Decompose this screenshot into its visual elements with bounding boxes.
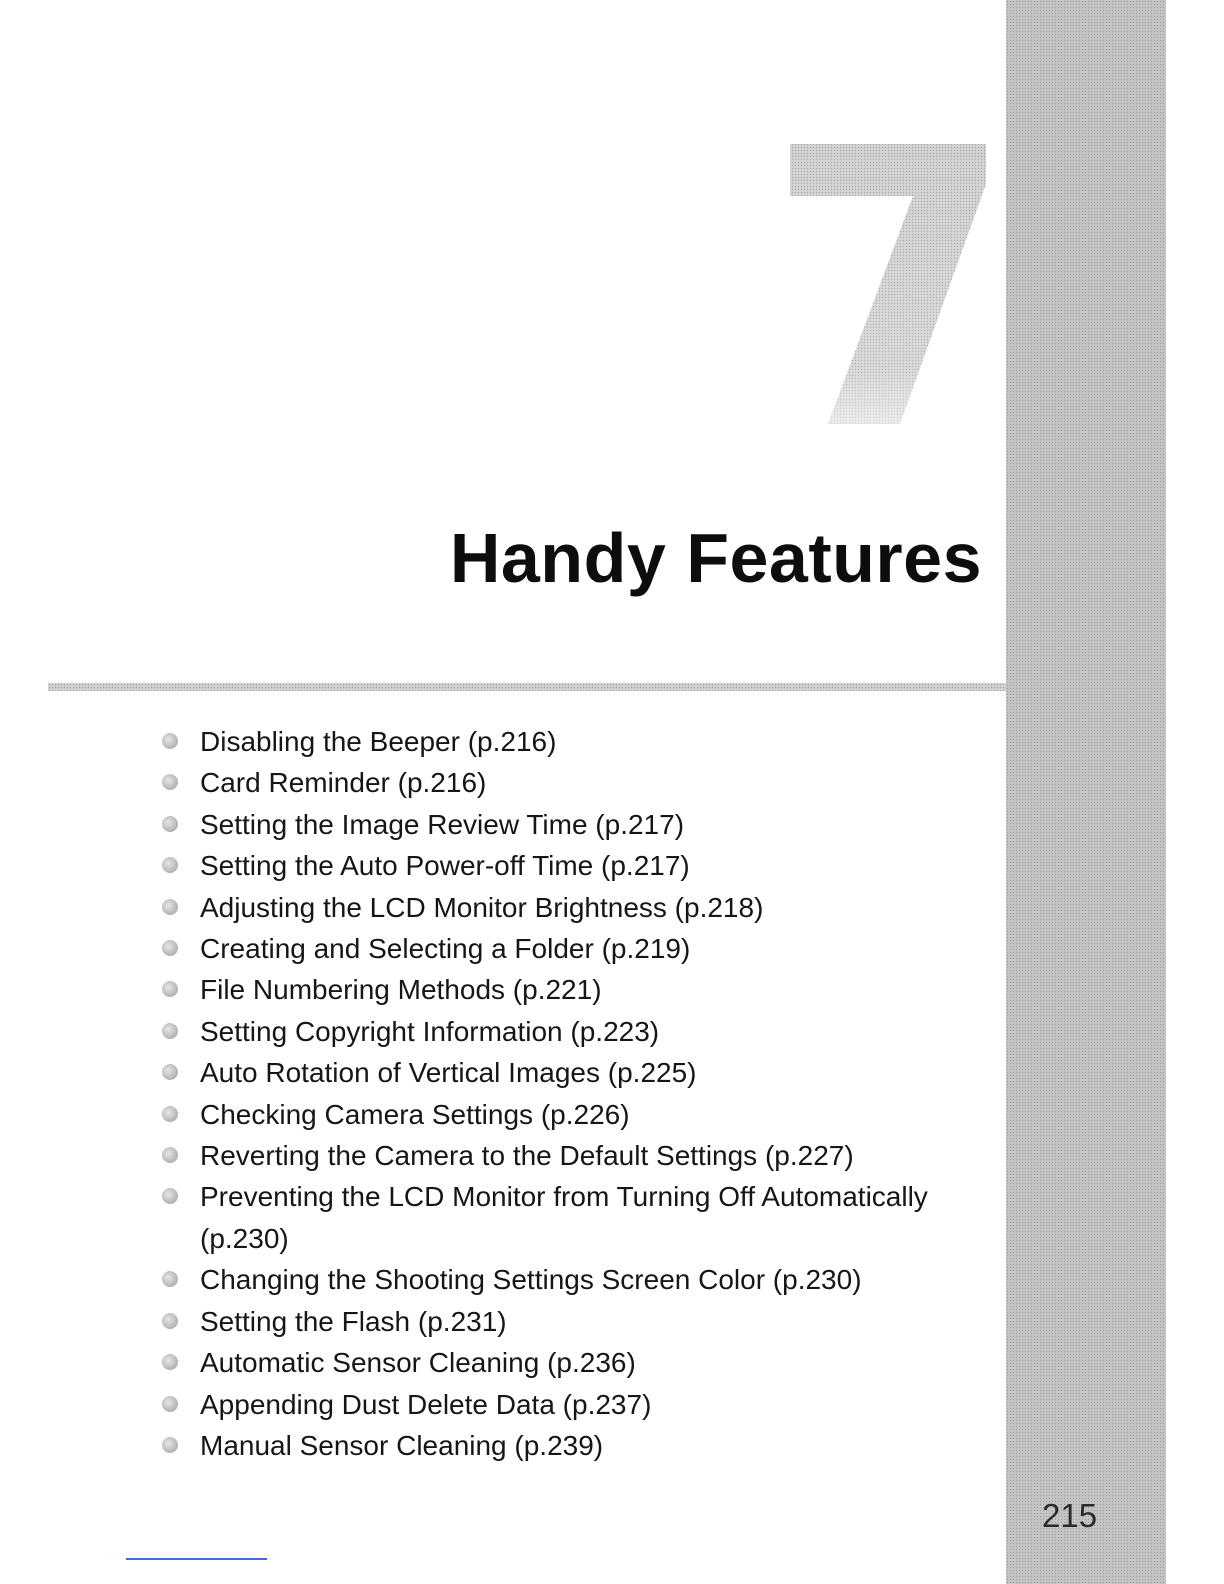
feature-text: Setting Copyright Information (p.223) <box>200 1015 660 1047</box>
bullet-icon <box>162 774 178 790</box>
bullet-icon <box>162 1437 178 1453</box>
page-number: 215 <box>1042 1497 1098 1534</box>
feature-text: Changing the Shooting Settings Screen Color (p.230) <box>200 1264 862 1296</box>
title-divider <box>48 683 1006 691</box>
feature-text: Setting the Auto Power-off Time (p.217) <box>200 850 690 882</box>
feature-text: Creating and Selecting a Folder (p.219) <box>200 933 691 965</box>
feature-item <box>158 1425 998 1466</box>
feature-text: Setting the Flash (p.231) <box>200 1305 507 1337</box>
feature-item <box>158 1259 998 1300</box>
feature-text: Reverting the Camera to the Default Settings (p.227) <box>200 1140 854 1172</box>
feature-item <box>158 887 998 928</box>
feature-text: Manual Sensor Cleaning (p.239) <box>200 1429 604 1461</box>
feature-text: File Numbering Methods (p.221) <box>200 974 602 1006</box>
bullet-icon <box>162 1064 178 1080</box>
footer-line <box>126 1558 267 1560</box>
bullet-icon <box>162 857 178 873</box>
feature-text: Adjusting the LCD Monitor Brightness (p.218) <box>200 891 764 923</box>
bullet-icon <box>162 1396 178 1412</box>
feature-item <box>158 1135 998 1176</box>
feature-item <box>158 1052 998 1093</box>
feature-item <box>158 721 998 762</box>
bullet-icon <box>162 1354 178 1370</box>
feature-text: Automatic Sensor Cleaning (p.236) <box>200 1347 636 1379</box>
bullet-icon <box>162 1147 178 1163</box>
bullet-icon <box>162 899 178 915</box>
feature-item <box>158 1301 998 1342</box>
feature-item <box>158 845 998 886</box>
feature-text: Disabling the Beeper (p.216) <box>200 726 557 757</box>
feature-text: Appending Dust Delete Data (p.237) <box>200 1388 652 1420</box>
feature-item <box>158 1011 998 1052</box>
feature-text: Card Reminder (p.216) <box>200 767 487 799</box>
bullet-icon <box>162 816 178 832</box>
bullet-icon <box>162 1023 178 1039</box>
bullet-icon <box>162 1313 178 1329</box>
feature-list <box>158 721 998 1466</box>
bullet-icon <box>162 1188 178 1204</box>
bullet-icon <box>162 1271 178 1287</box>
feature-text: Checking Camera Settings (p.226) <box>200 1098 630 1130</box>
bullet-icon <box>162 733 178 749</box>
feature-item <box>158 762 998 803</box>
chapter-side-tab <box>1006 0 1166 1584</box>
feature-item <box>158 969 998 1010</box>
chapter-title: Handy Features <box>449 519 982 597</box>
feature-text: Setting the Image Review Time (p.217) <box>200 808 685 840</box>
chapter-number-graphic <box>788 140 998 430</box>
feature-text: Auto Rotation of Vertical Images (p.225) <box>200 1057 697 1089</box>
bullet-icon <box>162 1106 178 1122</box>
feature-item <box>158 1094 998 1135</box>
feature-item <box>158 1342 998 1383</box>
feature-item <box>158 928 998 969</box>
bullet-icon <box>162 940 178 956</box>
bullet-icon <box>162 981 178 997</box>
feature-item <box>158 1384 998 1425</box>
feature-item <box>158 1176 998 1259</box>
feature-text: Preventing the LCD Monitor from Turning Off Automatically (p.230) <box>200 1181 928 1254</box>
feature-item <box>158 804 998 845</box>
